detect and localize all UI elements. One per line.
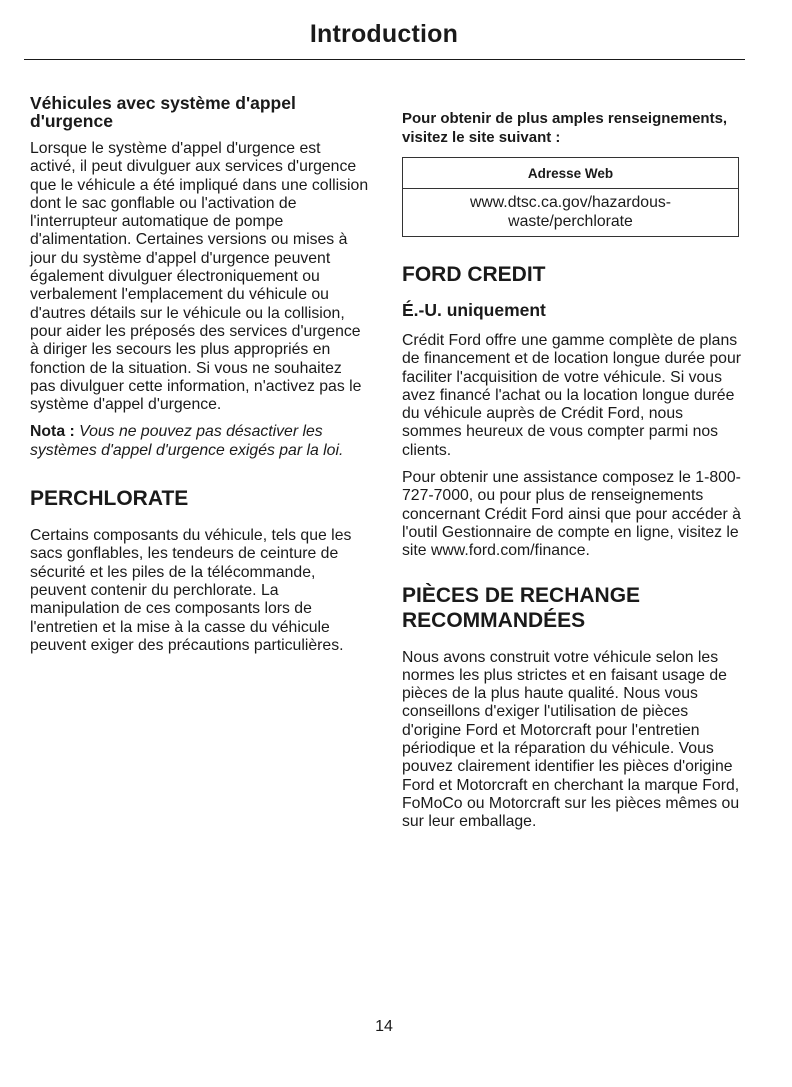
perchlorate-heading: PERCHLORATE [30,487,189,511]
note-text: Vous ne pouvez pas désactiver les systèmes d'appel d'urgence exigés par la loi. [30,423,344,459]
note-label: Nota : [30,423,75,441]
parts-body: Nous avons construit votre véhicule selon les normes les plus strictes et en faisant usage de pièces de la plus haute qualité. Nous vous conseillons d'exiger l'utilisation de pièces d'origine Ford et Motorcraft pour l'entretien périodique et la réparation du véhicule. Vous pouvez clairement identifier les pièces d'origine Ford et Motorcraft en cherchant la marque Ford, FoMoCo ou Motorcraft sur les pièces mêmes ou sur leur emballage. [402,648,740,831]
parts-heading: PIÈCES DE RECHANGE RECOMMANDÉES [402,583,641,632]
ford-credit-body-1: Crédit Ford offre une gamme complète de plans de financement et de location longue durée pour faciliter l'acquisition de votre véhicule. Si vous avez financé l'achat ou la location longue durée du véhicule auprès de Crédit Ford, nous sommes heureux de vous compter parmi nos clients. [402,332,742,459]
header-divider [24,59,745,60]
emergency-call-note [30,423,370,460]
web-address-table [402,157,739,237]
page-title: Introduction [309,20,459,48]
ford-credit-body-2: Pour obtenir une assistance composez le 1-800-727-7000, ou pour plus de renseignements concernant Crédit Ford ainsi que pour accéder à l'outil Gestionnaire de compte en ligne, visitez le site www.ford.com/finance. [402,469,741,560]
right-column [402,90,742,832]
page-header [0,0,792,60]
us-only-subheading: É.-U. uniquement [402,300,546,320]
page-number: 14 [375,1018,393,1035]
more-info-heading: Pour obtenir de plus amples renseignements, visitez le site suivant : [402,110,728,146]
emergency-call-body: Lorsque le système d'appel d'urgence est activé, il peut divulguer aux services d'urgence que le véhicule a été impliqué dans une collision dont le sac gonflable ou l'activation de l'interrupteur automatique de pompe d'alimentation. Certaines versions ou mises à jour du système d'appel d'urgence peuvent également divulguer électroniquement ou verbalement l'emplacement du véhicule ou d'autres détails sur le véhicule ou la collision, pour aider les préposés des services d'urgence à diriger les secours les plus appropriés en fonction de la situation. Si vous ne souhaitez pas divulguer cette information, n'activez pas le système d'appel d'urgence. [30,140,369,414]
web-address-link[interactable]: www.dtsc.ca.gov/hazardous-waste/perchlorate [403,189,739,237]
ford-credit-heading: FORD CREDIT [402,263,546,286]
perchlorate-body: Certains composants du véhicule, tels que les sacs gonflables, les tendeurs de ceinture de sécurité et les piles de la télécommande, peuvent contenir du perchlorate. La manipulation de ces composants lors de l'entretien et la mise à la casse du véhicule peuvent exiger des précautions particulières. [30,527,352,654]
web-address-header: Adresse Web [403,158,739,189]
emergency-call-heading: Véhicules avec système d'appel d'urgence [30,93,296,131]
left-column [30,90,370,655]
